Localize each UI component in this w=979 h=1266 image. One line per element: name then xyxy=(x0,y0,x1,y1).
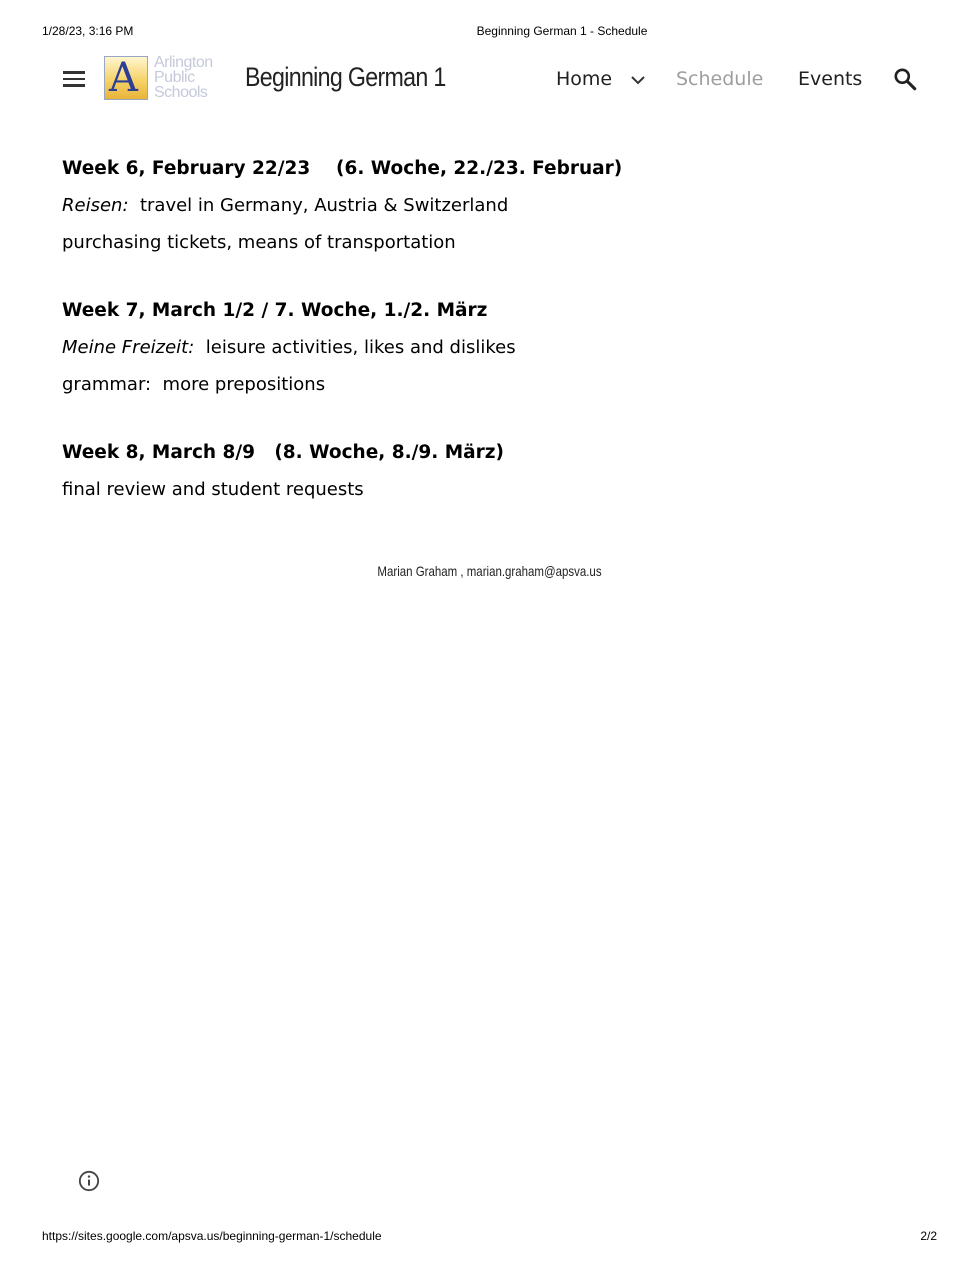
nav-schedule[interactable]: Schedule xyxy=(676,68,764,90)
week-section xyxy=(62,296,922,400)
print-page-number: 2/2 xyxy=(920,1229,937,1243)
week-line xyxy=(62,332,922,363)
site-header xyxy=(0,52,979,108)
nav-home[interactable]: Home xyxy=(556,68,613,90)
week-line xyxy=(62,369,922,400)
logo-emblem xyxy=(104,56,148,100)
logo-wordmark xyxy=(154,56,213,101)
topic-text: travel in Germany, Austria & Switzerland xyxy=(128,195,509,216)
week-line xyxy=(62,474,922,505)
topic-label: Meine Freizeit: xyxy=(62,337,195,358)
logo-letter: A xyxy=(109,55,138,101)
topic-label: Reisen: xyxy=(62,195,129,216)
week-line xyxy=(62,227,922,258)
search-icon[interactable] xyxy=(892,66,918,92)
topic-text: grammar: more prepositions xyxy=(62,374,326,395)
menu-icon[interactable] xyxy=(62,68,88,92)
author-credit: Marian Graham , marian.graham@apsva.us xyxy=(377,563,602,579)
print-url: https://sites.google.com/apsva.us/beginning-german-1/schedule xyxy=(42,1229,382,1243)
logo-line: Schools xyxy=(154,84,208,101)
topic-text: purchasing tickets, means of transportation xyxy=(62,232,456,253)
nav-events[interactable]: Events xyxy=(798,68,863,90)
logo-line: Public xyxy=(154,69,195,86)
info-icon[interactable] xyxy=(78,1170,100,1192)
week-section xyxy=(62,438,922,505)
week-heading: Week 7, March 1/2 / 7. Woche, 1./2. März xyxy=(62,300,488,321)
week-heading: Week 6, February 22/23 (6. Woche, 22./23. Februar) xyxy=(62,158,623,179)
week-section xyxy=(62,154,922,258)
chevron-down-icon[interactable] xyxy=(630,72,646,88)
topic-text: final review and student requests xyxy=(62,479,364,500)
schedule-content xyxy=(62,154,922,511)
logo-line: Arlington xyxy=(154,54,213,71)
week-heading: Week 8, March 8/9 (8. Woche, 8./9. März) xyxy=(62,442,504,463)
topic-text: leisure activities, likes and dislikes xyxy=(194,337,516,358)
site-title[interactable]: Beginning German 1 xyxy=(245,62,446,92)
print-datetime: 1/28/23, 3:16 PM xyxy=(42,24,134,38)
week-line xyxy=(62,190,922,221)
print-page-title: Beginning German 1 - Schedule xyxy=(476,24,648,38)
site-logo[interactable] xyxy=(104,56,228,104)
